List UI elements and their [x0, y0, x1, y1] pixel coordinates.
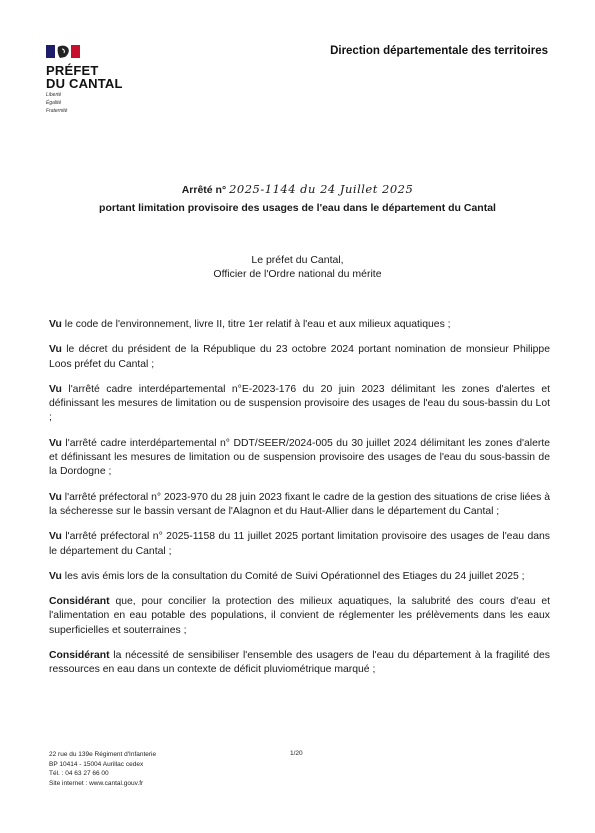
- devise-liberte: Liberté: [46, 92, 62, 98]
- paragraph: Vu l'arrêté préfectoral n° 2025-1158 du 11 juillet 2025 portant limitation provisoire des usages de l'eau dans le département du Cantal ;: [49, 531, 550, 557]
- logo-line-prefet: PRÉFET: [46, 63, 99, 78]
- footer-line-bp: BP 10414 - 15004 Aurillac cedex: [49, 760, 144, 768]
- devise-fraternite: Fraternité: [46, 108, 68, 114]
- prefet-line-2: Officier de l'Ordre national du mérite: [213, 268, 382, 280]
- marianne-icon: [46, 44, 80, 60]
- arrete-subtitle: portant limitation provisoire des usages de l'eau dans le département du Cantal: [99, 202, 496, 214]
- footer-address: [49, 750, 156, 788]
- paragraph: Vu les avis émis lors de la consultation du Comité de Suivi Opérationnel des Etiages du 24 juillet 2025 ;: [49, 570, 525, 582]
- paragraph: Vu l'arrêté préfectoral n° 2023-970 du 28 juin 2023 fixant le cadre de la gestion des situations de crise liées à la sécheresse sur le bassin versant de l'Alagnon et du Haut-Allier dans le département du Cantal ;: [49, 491, 550, 517]
- arrete-handwritten-number: 2025-1144 du 24 Juillet 2025: [229, 182, 414, 196]
- logo-line-cantal: DU CANTAL: [46, 76, 123, 91]
- paragraph: Considérant la nécessité de sensibiliser l'ensemble des usagers de l'eau du département à la fragilité des ressources en eau dans un contexte de déficit pluviométrique marqué ;: [49, 650, 550, 676]
- paragraph: Considérant que, pour concilier la protection des milieux aquatiques, la salubrité des cours d'eau et l'alimentation en eau potable des populations, il convient de réglementer les prélèvements dans les eaux superficielles et souterraines ;: [49, 596, 550, 636]
- arrete-prefix: Arrêté n°: [181, 184, 227, 196]
- footer-line-phone: Tél. : 04 63 27 66 00: [49, 770, 109, 777]
- page-number: 1/20: [290, 750, 303, 757]
- paragraph: Vu le décret du président de la République du 23 octobre 2024 portant nomination de monsieur Philippe Loos préfet du Cantal ;: [49, 344, 550, 370]
- arrete-title: [0, 182, 595, 197]
- prefet-line-1: Le préfet du Cantal,: [251, 254, 344, 266]
- footer-line-website: Site internet : www.cantal.gouv.fr: [49, 779, 144, 787]
- direction-heading: Direction départementale des territoires: [330, 45, 548, 57]
- paragraph: Vu l'arrêté cadre interdépartemental n°E-2023-176 du 20 juin 2023 délimitant les zones d'alertes et définissant les mesures de limitation ou de suspension provisoire des usages de l'eau du sous-bassin du Lot ;: [49, 383, 550, 424]
- visas-considerants: [49, 318, 550, 689]
- prefet-block: [0, 253, 595, 281]
- footer-line-street: 22 rue du 139e Régiment d'Infanterie: [49, 751, 157, 758]
- paragraph: Vu l'arrêté cadre interdépartemental n° DDT/SEER/2024-005 du 30 juillet 2024 délimitant les zones d'alerte et définissant les mesures de limitation ou de suspension provisoire des usages de l'eau du sous-bassin de la Dordogne ;: [49, 437, 550, 478]
- paragraph: Vu le code de l'environnement, livre II, titre 1er relatif à l'eau et aux milieux aquatiques ;: [49, 319, 451, 330]
- devise-egalite: Égalité: [46, 100, 62, 106]
- prefecture-logo: [46, 44, 156, 114]
